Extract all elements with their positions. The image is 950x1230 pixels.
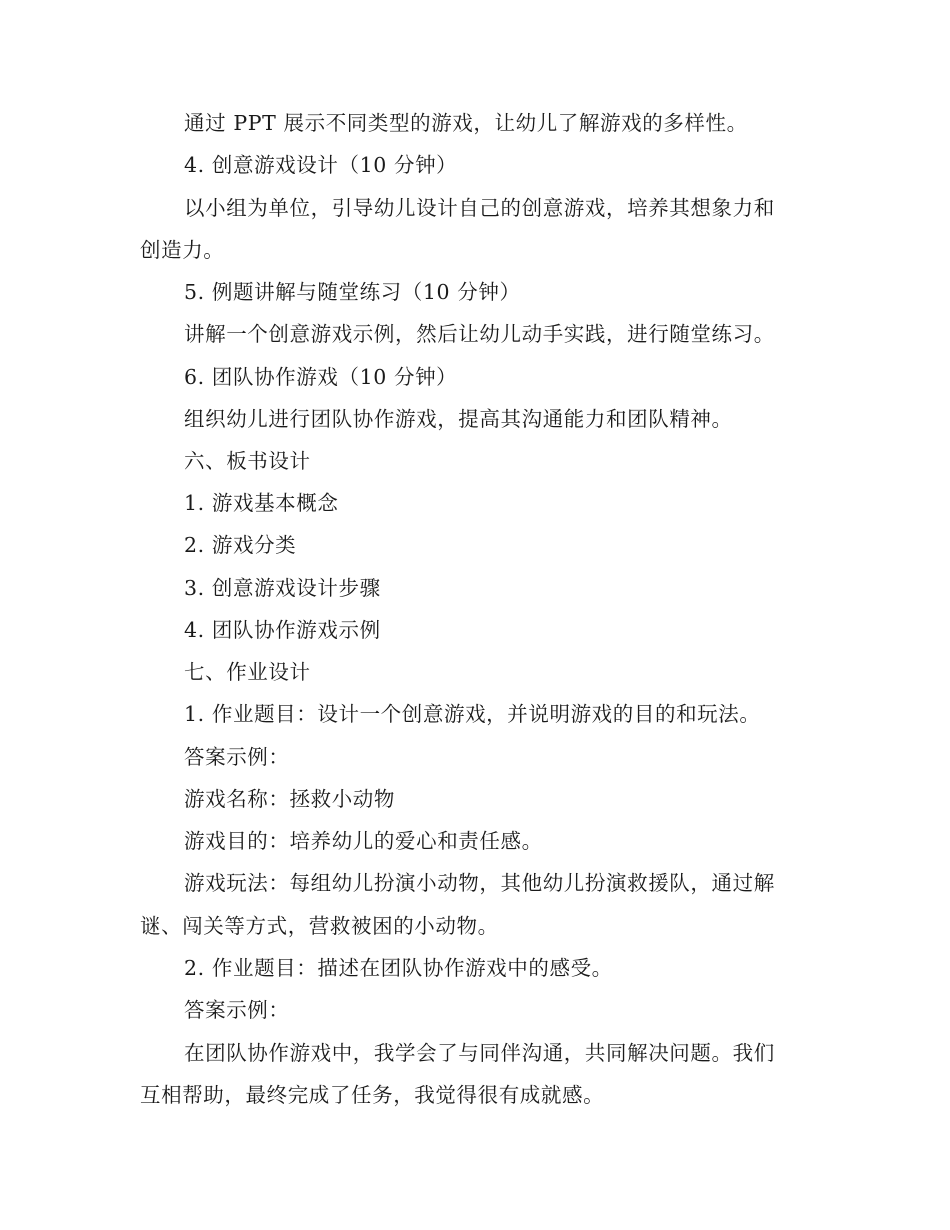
section-7-heading: 七、作业设计	[184, 660, 311, 684]
step-6-heading: 6. 团队协作游戏（10 分钟）	[184, 365, 458, 389]
game-rules-continued: 谜、闯关等方式，营救被困的小动物。	[140, 914, 499, 938]
homework-2-question: 2. 作业题目：描述在团队协作游戏中的感受。	[184, 956, 613, 980]
step-5-heading: 5. 例题讲解与随堂练习（10 分钟）	[184, 280, 521, 304]
step-4-heading: 4. 创意游戏设计（10 分钟）	[184, 153, 458, 177]
homework-1-answer-label: 答案示例：	[184, 745, 290, 769]
board-item-2: 2. 游戏分类	[184, 533, 297, 557]
game-rules: 游戏玩法：每组幼儿扮演小动物，其他幼儿扮演救援队，通过解	[184, 871, 775, 895]
game-name: 游戏名称：拯救小动物	[184, 787, 395, 811]
paragraph-group-design: 以小组为单位，引导幼儿设计自己的创意游戏，培养其想象力和	[184, 196, 775, 220]
homework-2-answer-label: 答案示例：	[184, 998, 290, 1022]
paragraph-example-practice: 讲解一个创意游戏示例，然后让幼儿动手实践，进行随堂练习。	[184, 322, 775, 346]
paragraph-group-design-continued: 创造力。	[140, 238, 225, 262]
homework-2-answer: 在团队协作游戏中，我学会了与同伴沟通，共同解决问题。我们	[184, 1041, 775, 1065]
board-item-3: 3. 创意游戏设计步骤	[184, 576, 381, 600]
homework-1-question: 1. 作业题目：设计一个创意游戏，并说明游戏的目的和玩法。	[184, 702, 761, 726]
game-purpose: 游戏目的：培养幼儿的爱心和责任感。	[184, 829, 543, 853]
board-item-1: 1. 游戏基本概念	[184, 491, 339, 515]
board-item-4: 4. 团队协作游戏示例	[184, 618, 381, 642]
section-6-heading: 六、板书设计	[184, 449, 311, 473]
paragraph-ppt-intro: 通过 PPT 展示不同类型的游戏，让幼儿了解游戏的多样性。	[184, 111, 748, 135]
paragraph-team-game: 组织幼儿进行团队协作游戏，提高其沟通能力和团队精神。	[184, 407, 733, 431]
homework-2-answer-continued: 互相帮助，最终完成了任务，我觉得很有成就感。	[140, 1083, 605, 1107]
